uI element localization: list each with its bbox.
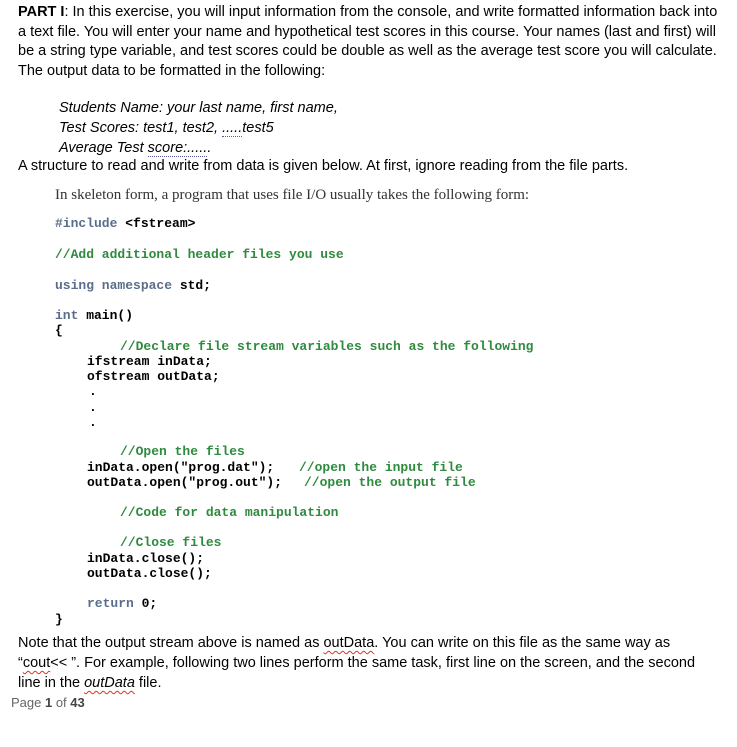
- format-name-line: Students Name: your last name, first name,: [59, 100, 338, 116]
- part-label: PART I: [18, 4, 65, 20]
- code-ifstream: ifstream inData;: [87, 354, 212, 369]
- code-open-brace: {: [55, 323, 63, 338]
- code-close-brace: }: [55, 612, 63, 627]
- format-scores-line: Test Scores: test1, test2, .....test5: [59, 120, 274, 136]
- code-using: using namespace std;: [55, 278, 212, 293]
- code-comment-declare: //Declare file stream variables such as the following: [120, 339, 534, 354]
- code-include: #include <fstream>: [55, 216, 196, 231]
- code-comment-close: //Close files: [120, 535, 222, 550]
- code-close-out: outData.close();: [87, 566, 212, 581]
- code-ofstream: ofstream outData;: [87, 369, 220, 384]
- skeleton-text: In skeleton form, a program that uses file I/O usually takes the following form:: [55, 187, 530, 203]
- code-return: return 0;: [87, 596, 158, 611]
- code-dot: .: [89, 400, 97, 415]
- code-comment-headers: //Add additional header files you use: [55, 247, 344, 262]
- note-line-2: “cout<< ”. For example, following two lines perform the same task, first line on the screen, and the second: [18, 655, 696, 671]
- code-open-in: inData.open("prog.dat"); //open the input file: [87, 460, 463, 475]
- intro-text: : In this exercise, you will input information from the console, and write formatted information back into a text file. You will enter your name and hypothetical test scores in this course. Your names (last and first) will be a string type variable, and test scores could be double as well as the average test score you will calculate. The output data to be formatted in the following:: [18, 4, 718, 79]
- code-main: int main(): [55, 308, 134, 323]
- page-counter: Page 1 of 43: [11, 695, 85, 710]
- code-dot: .: [89, 415, 97, 430]
- note-line-1: Note that the output stream above is named as outData. You can write on this file as the same way as: [18, 635, 671, 651]
- code-comment-open: //Open the files: [120, 444, 245, 459]
- code-comment-manip: //Code for data manipulation: [120, 505, 339, 520]
- structure-text: A structure to read and write from data is given below. At first, ignore reading from the file parts.: [18, 158, 629, 174]
- note-line-3: line in the outData file.: [18, 675, 162, 691]
- code-close-in: inData.close();: [87, 551, 205, 566]
- code-dot: .: [89, 384, 97, 399]
- format-average-line: Average Test score:......: [59, 140, 212, 156]
- code-open-out: outData.open("prog.out"); //open the output file: [87, 475, 476, 490]
- intro-paragraph: [18, 3, 723, 81]
